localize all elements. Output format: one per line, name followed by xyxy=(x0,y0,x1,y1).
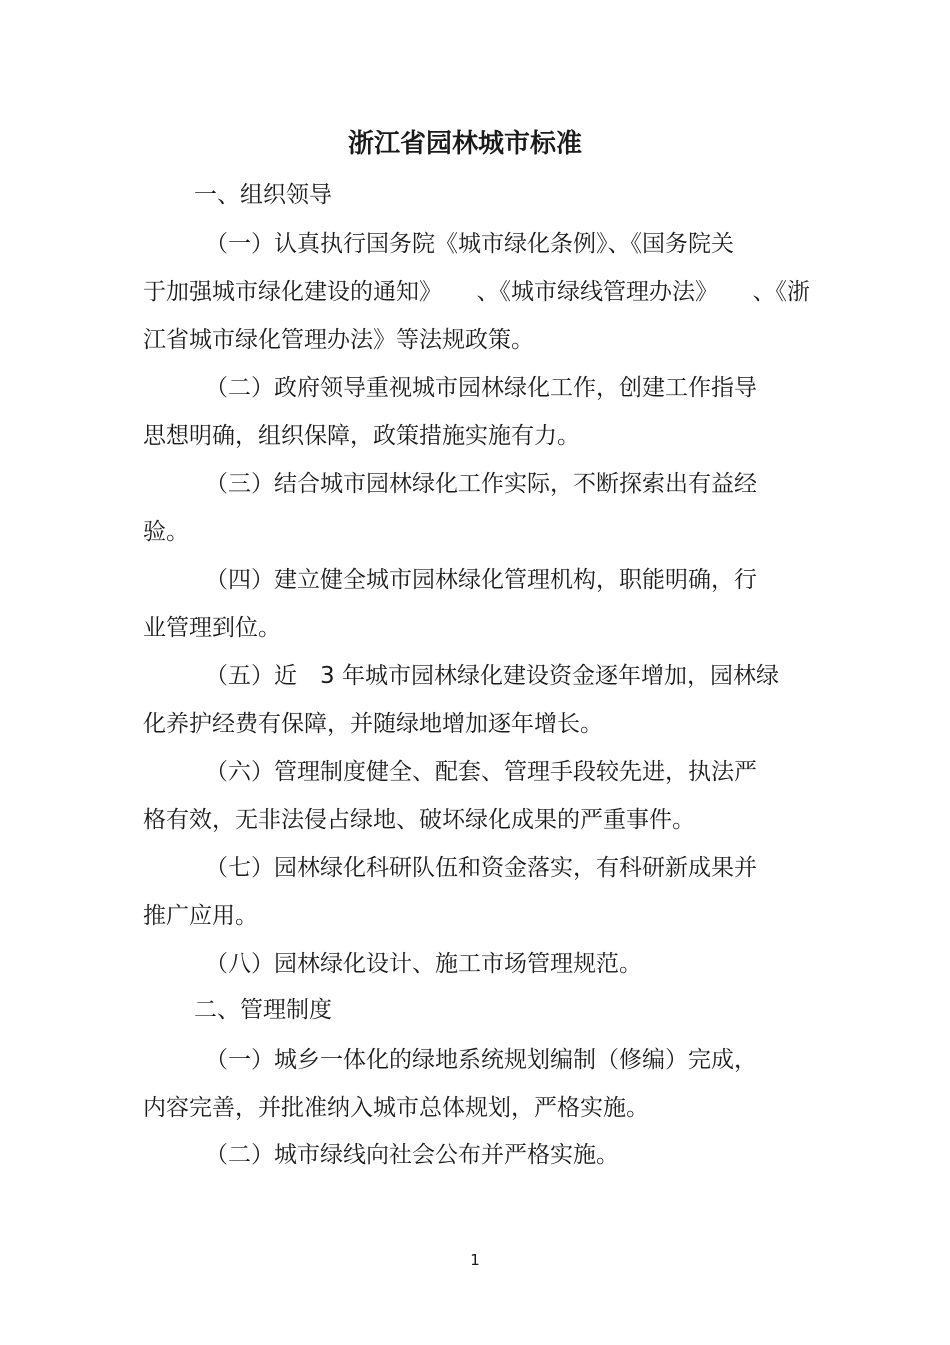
paragraph-line: 化养护经费有保障，并随绿地增加逐年增长。 xyxy=(143,711,603,737)
paragraph-line: 推广应用。 xyxy=(143,903,258,929)
paragraph-line: （一）认真执行国务院《城市绿化条例》、《国务院关 xyxy=(205,231,734,257)
paragraph-line: （一）城乡一体化的绿地系统规划编制（修编）完成， xyxy=(205,1047,757,1073)
paragraph-line: （六）管理制度健全、配套、管理手段较先进，执法严 xyxy=(205,759,757,785)
section-heading-2: 二、管理制度 xyxy=(194,997,332,1023)
paragraph-line: 思想明确，组织保障，政策措施实施有力。 xyxy=(143,423,580,449)
paragraph-line: （二）政府领导重视城市园林绿化工作，创建工作指导 xyxy=(205,375,757,401)
document-title: 浙江省园林城市标准 xyxy=(347,129,582,159)
paragraph-line: （二）城市绿线向社会公布并严格实施。 xyxy=(205,1142,619,1168)
paragraph-line: 江省城市绿化管理办法》等法规政策。 xyxy=(143,327,534,353)
paragraph-line: 于加强城市绿化建设的通知》 、《城市绿线管理办法》 、《浙 xyxy=(143,279,810,305)
paragraph-line: 业管理到位。 xyxy=(143,615,281,641)
section-heading-1: 一、组织领导 xyxy=(194,182,332,208)
paragraph-line: 内容完善，并批准纳入城市总体规划，严格实施。 xyxy=(143,1095,649,1121)
paragraph-line: （七）园林绿化科研队伍和资金落实，有科研新成果并 xyxy=(205,855,757,881)
paragraph-line: 验。 xyxy=(143,519,189,545)
paragraph-line: （四）建立健全城市园林绿化管理机构，职能明确，行 xyxy=(205,567,757,593)
paragraph-line: （八）园林绿化设计、施工市场管理规范。 xyxy=(205,951,642,977)
paragraph-line: 格有效，无非法侵占绿地、破坏绿化成果的严重事件。 xyxy=(143,807,695,833)
paragraph-line: （五）近 3 年城市园林绿化建设资金逐年增加，园林绿 xyxy=(205,663,779,689)
page-number: 1 xyxy=(470,1251,480,1269)
paragraph-line: （三）结合城市园林绿化工作实际，不断探索出有益经 xyxy=(205,471,757,497)
